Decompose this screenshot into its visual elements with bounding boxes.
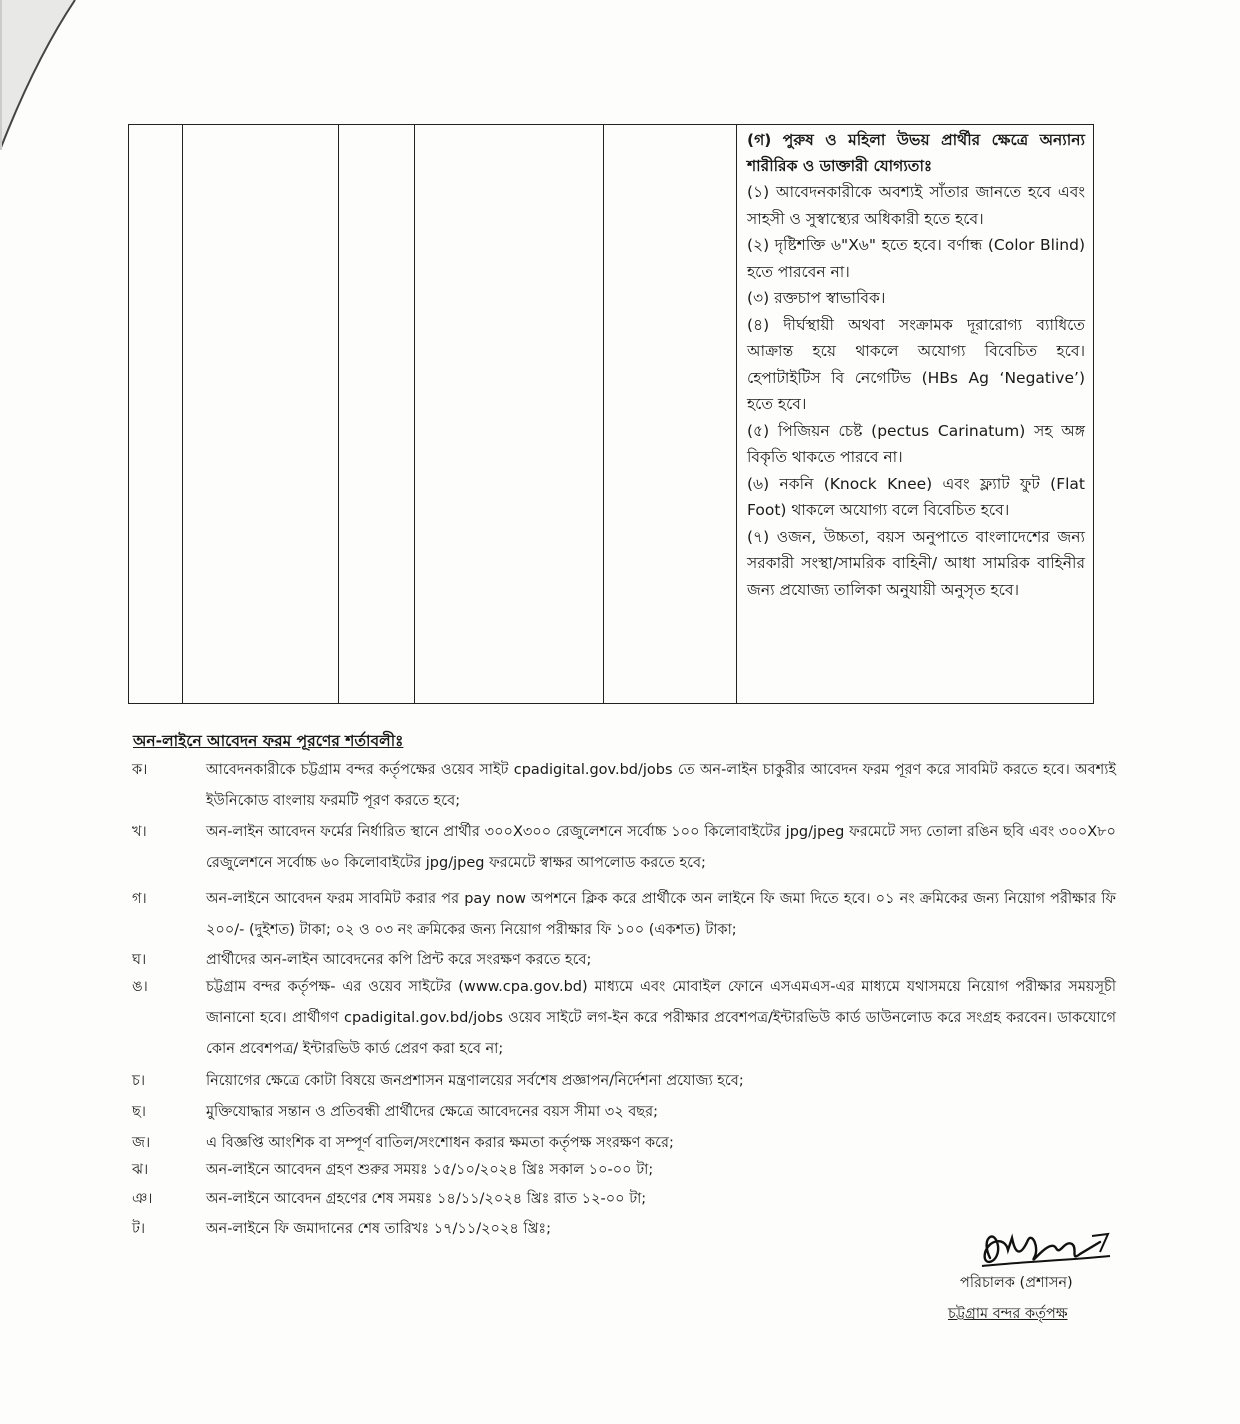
- signatory-organization: চট্টগ্রাম বন্দর কর্তৃপক্ষ: [948, 1306, 1068, 1322]
- condition-letter: ঝ।: [132, 1162, 149, 1178]
- condition-text: আবেদনকারীকে চট্টগ্রাম বন্দর কর্তৃপক্ষের ওয়েব সাইট cpadigital.gov.bd/jobs তে অন-লাইন চাকুরীর আবেদন ফরম পূরণ করে সাবমিট করতে হবে। অবশ্যই ইউনিকোড বাংলায় ফরমটি পূরণ করতে হবে;: [206, 762, 1116, 809]
- condition-letter: ট।: [132, 1221, 146, 1237]
- condition-letter: ক।: [132, 762, 148, 778]
- requirement-item-2: (২) দৃষ্টিশক্তি ৬"X৬" হতে হবে। বর্ণান্ধ (Color Blind) হতে পারবেন না।: [747, 236, 1085, 281]
- requirement-item-1: (১) আবেদনকারীকে অবশ্যই সাঁতার জানতে হবে এবং সাহসী ও সুস্বাস্থ্যের অধিকারী হতে হবে।: [747, 183, 1085, 228]
- condition-letter: গ।: [132, 891, 147, 907]
- condition-letter: ছ।: [132, 1104, 146, 1120]
- requirement-item-5: (৫) পিজিয়ন চেষ্ট (pectus Carinatum) সহ অঙ্গ বিকৃতি থাকতে পারবে না।: [747, 421, 1085, 466]
- condition-letter: চ।: [132, 1073, 146, 1089]
- post-count-cell: [339, 125, 415, 704]
- serial-cell: [129, 125, 183, 704]
- post-name-cell: [183, 125, 339, 704]
- condition-letter: জ।: [132, 1135, 151, 1151]
- condition-text: এ বিজ্ঞপ্তি আংশিক বা সম্পূর্ণ বাতিল/সংশোধন করার ক্ষমতা কর্তৃপক্ষ সংরক্ষণ করে;: [206, 1135, 674, 1151]
- condition-text: চট্টগ্রাম বন্দর কর্তৃপক্ষ- এর ওয়েব সাইটের (www.cpa.gov.bd) মাধ্যমে এবং মোবাইল ফোনে এসএমএস-এর মাধ্যমে যথাসময়ে নিয়োগ পরীক্ষার সময়সূচী জানানো হবে। প্রার্থীগণ cpadigital.gov.bd/jobs ওয়েব সাইটে লগ-ইন করে পরীক্ষার প্রবেশপত্র/ইন্টারভিউ কার্ড ডাউনলোড করে সংগ্রহ করবেন। ডাকযোগে কোন প্রবেশপত্র/ ইন্টারভিউ কার্ড প্রেরণ করা হবে না;: [206, 979, 1116, 1057]
- condition-text: অন-লাইনে আবেদন গ্রহণ শুরুর সময়ঃ ১৫/১০/২০২৪ খ্রিঃ সকাল ১০-০০ টা;: [206, 1162, 654, 1178]
- condition-text: অন-লাইন আবেদন ফর্মের নির্ধারিত স্থানে প্রার্থীর ৩০০X৩০০ রেজুলেশনে সর্বোচ্চ ১০০ কিলোবাইটের jpg/jpeg ফরমেটে সদ্য তোলা রঙিন ছবি এবং ৩০০X৮০ রেজুলেশনে সর্বোচ্চ ৬০ কিলোবাইটের jpg/jpeg ফরমেটে স্বাক্ষর আপলোড করতে হবে;: [206, 824, 1116, 871]
- requirements-table: [128, 124, 1094, 704]
- condition-text: মুক্তিযোদ্ধার সন্তান ও প্রতিবন্ধী প্রার্থীদের ক্ষেত্রে আবেদনের বয়স সীমা ৩২ বছর;: [206, 1104, 658, 1120]
- condition-letter: খ।: [132, 824, 147, 840]
- table-row: [129, 125, 1094, 704]
- condition-text: নিয়োগের ক্ষেত্রে কোটা বিষয়ে জনপ্রশাসন মন্ত্রণালয়ের সর্বশেষ প্রজ্ঞাপন/নির্দেশনা প্রযোজ্য হবে;: [206, 1073, 744, 1089]
- qualification-cell: [737, 125, 1094, 704]
- condition-letter: ঘ।: [132, 952, 147, 968]
- condition-letter: ঞ।: [132, 1191, 153, 1207]
- page-corner-fold: [0, 0, 110, 150]
- requirement-item-7: (৭) ওজন, উচ্চতা, বয়স অনুপাতে বাংলাদেশের জন্য সরকারী সংস্থা/সামরিক বাহিনী/ আধা সামরিক বাহিনীর জন্য প্রযোজ্য তালিকা অনুযায়ী অনুসৃত হবে।: [747, 527, 1085, 599]
- conditions-title: অন-লাইনে আবেদন ফরম পূরণের শর্তাবলীঃ: [133, 732, 404, 750]
- requirement-item-3: (৩) রক্তচাপ স্বাভাবিক।: [747, 289, 886, 307]
- condition-text: অন-লাইনে ফি জমাদানের শেষ তারিখঃ ১৭/১১/২০২৪ খ্রিঃ;: [206, 1221, 551, 1237]
- signature-image: [960, 1218, 1130, 1278]
- pay-scale-cell: [415, 125, 604, 704]
- condition-letter: ঙ।: [132, 979, 148, 995]
- condition-text: অন-লাইনে আবেদন গ্রহণের শেষ সময়ঃ ১৪/১১/২০২৪ খ্রিঃ রাত ১২-০০ টা;: [206, 1191, 647, 1207]
- signatory-title: পরিচালক (প্রশাসন): [960, 1275, 1073, 1291]
- requirement-item-6: (৬) নকনি (Knock Knee) এবং ফ্ল্যাট ফুট (Flat Foot) থাকলে অযোগ্য বলে বিবেচিত হবে।: [747, 474, 1085, 519]
- requirements-heading: (গ) পুরুষ ও মহিলা উভয় প্রার্থীর ক্ষেত্রে অন্যান্য শারীরিক ও ডাক্তারী যোগ্যতাঃ: [747, 131, 1085, 175]
- requirement-item-4: (৪) দীর্ঘস্থায়ী অথবা সংক্রামক দূরারোগ্য ব্যাধিতে আক্রান্ত হয়ে থাকলে অযোগ্য বিবেচিত হবে। হেপাটাইটিস বি নেগেটিভ (HBs Ag ‘Negative’) হতে হবে।: [747, 315, 1085, 413]
- age-cell: [604, 125, 737, 704]
- condition-text: প্রার্থীদের অন-লাইন আবেদনের কপি প্রিন্ট করে সংরক্ষণ করতে হবে;: [206, 952, 592, 968]
- condition-text: অন-লাইনে আবেদন ফরম সাবমিট করার পর pay now অপশনে ক্লিক করে প্রার্থীকে অন লাইনে ফি জমা দিতে হবে। ০১ নং ক্রমিকের জন্য নিয়োগ পরীক্ষার ফি ২০০/- (দুইশত) টাকা; ০২ ও ০৩ নং ক্রমিকের জন্য নিয়োগ পরীক্ষার ফি ১০০ (একশত) টাকা;: [206, 891, 1116, 938]
